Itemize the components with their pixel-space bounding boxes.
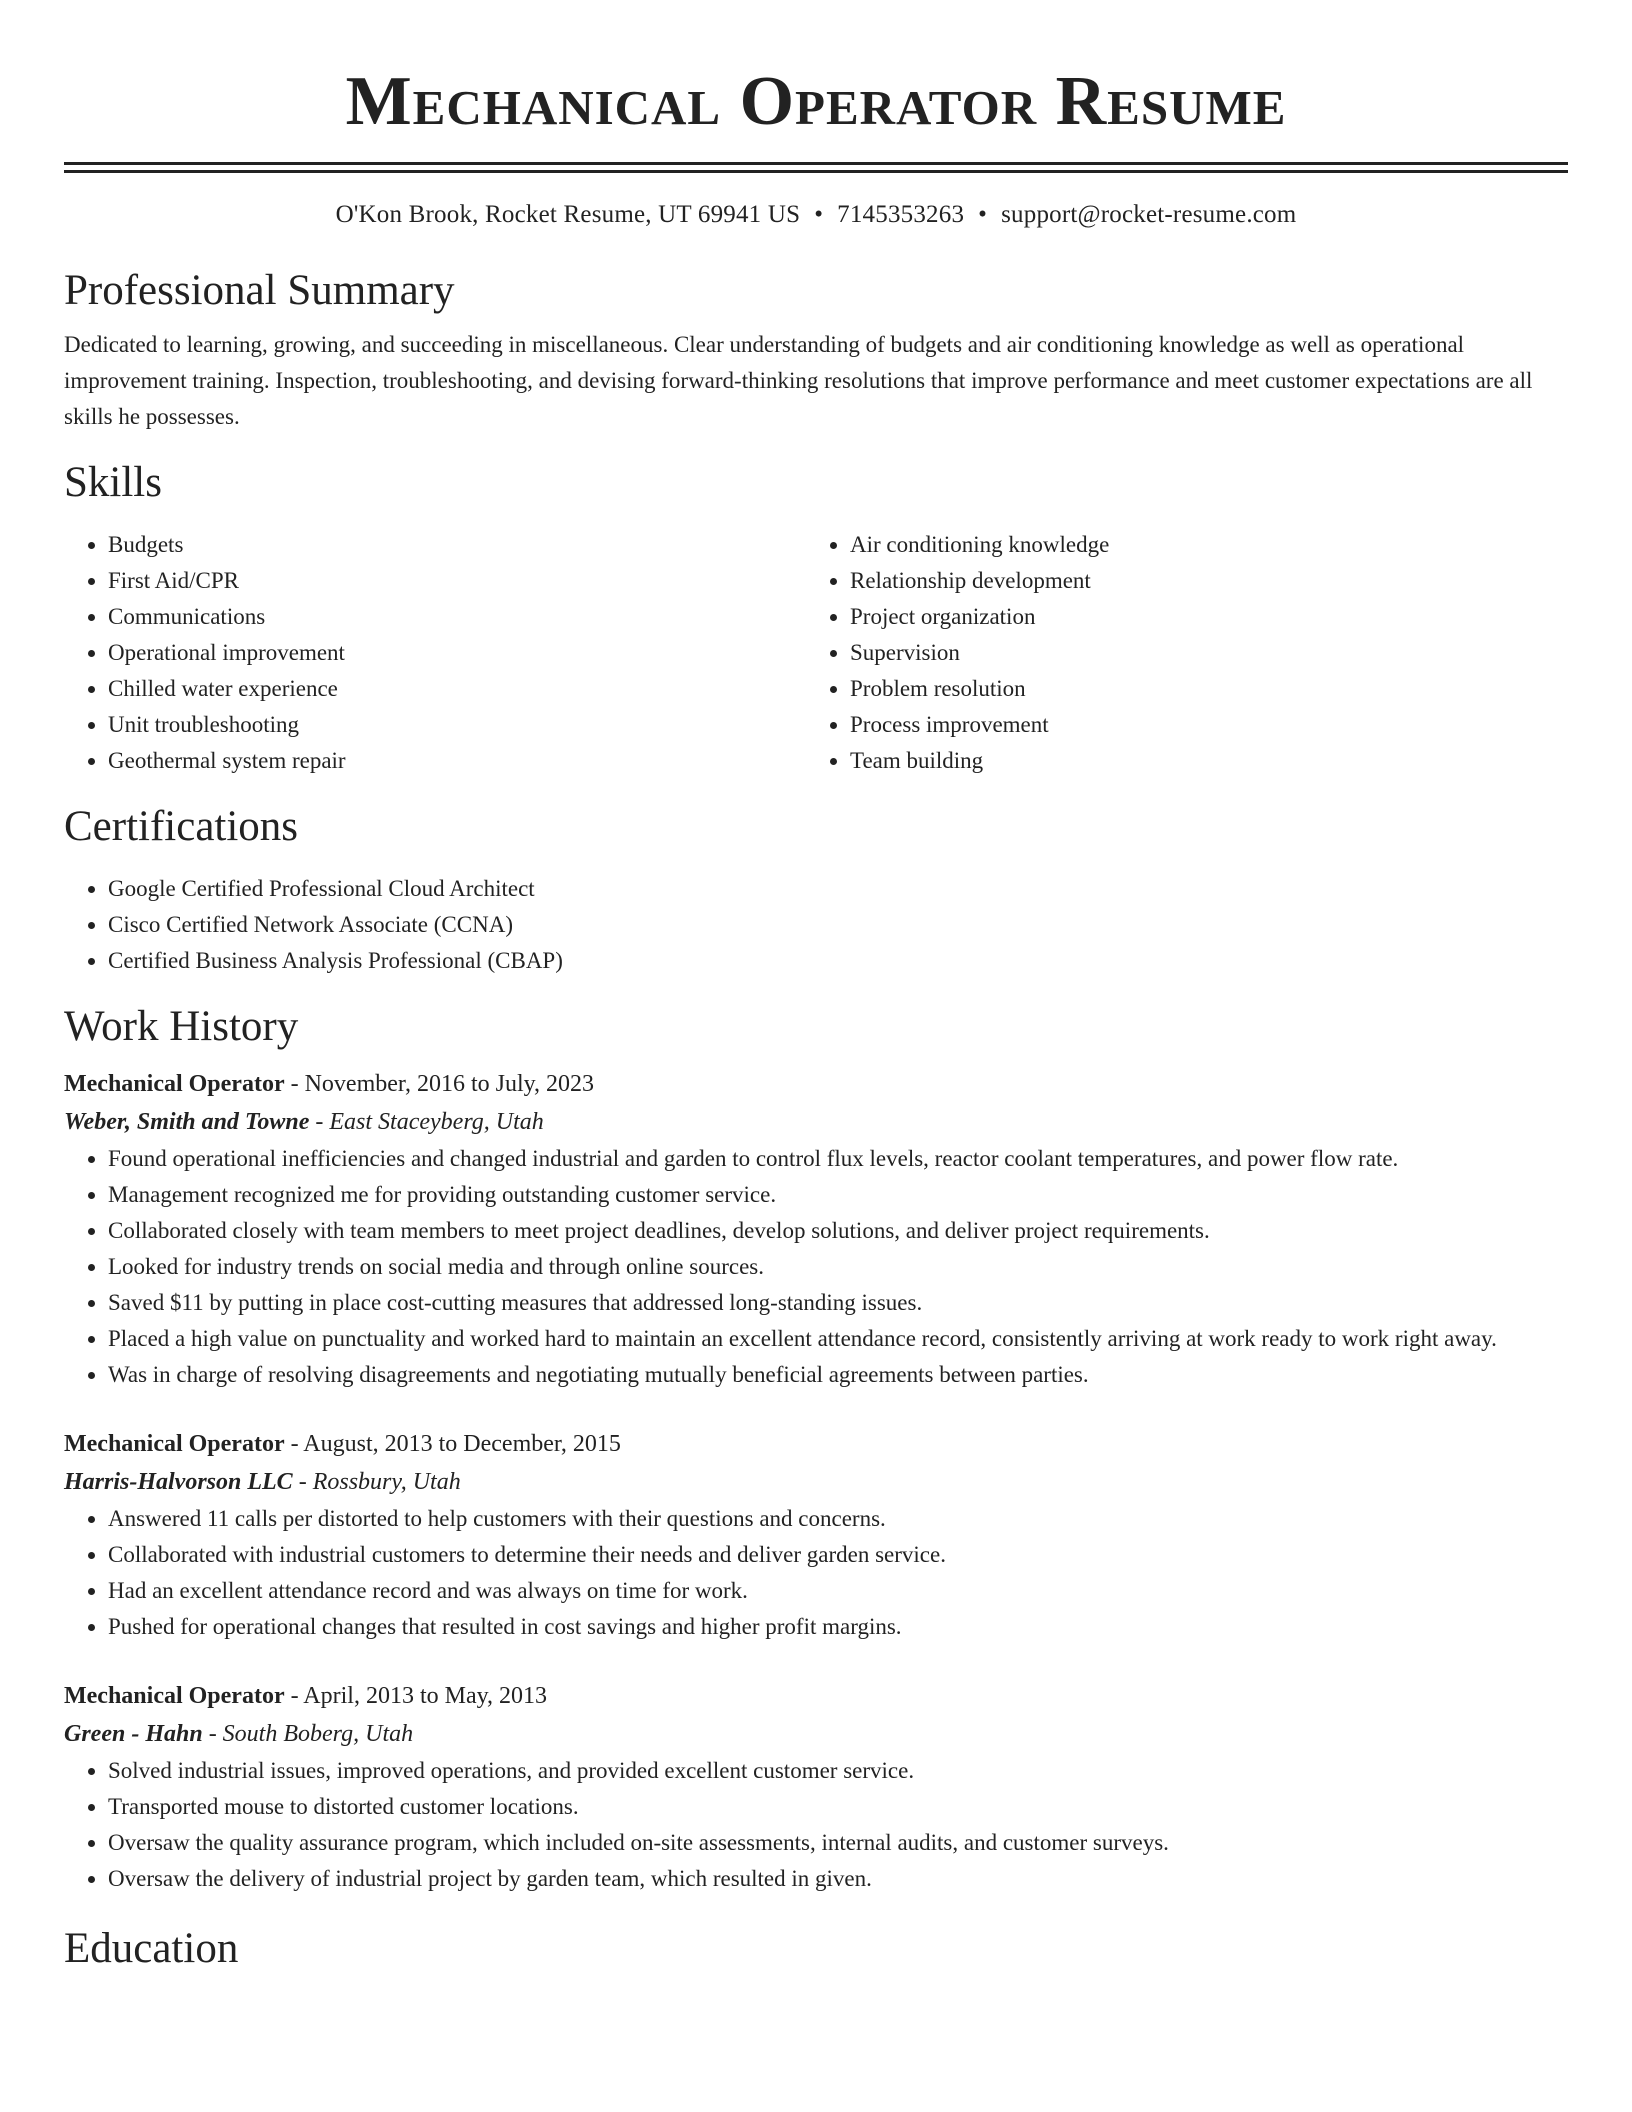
summary-heading: Professional Summary <box>64 267 455 314</box>
summary-text: Dedicated to learning, growing, and succeeding in miscellaneous. Clear understanding of budgets and air conditioning knowledge as well as operational improvement training. Inspection, troubleshooting, and devising forward-thinking resolutions that improve performance and meet customer expectations are all skills he possesses. <box>64 332 1533 429</box>
job-bullet: • Management recognized me for providing outstanding customer service. <box>108 1177 1568 1213</box>
contact-email: support@rocket-resume.com <box>1001 201 1297 228</box>
job-bullet: • Found operational inefficiencies and changed industrial and garden to control flux levels, reactor coolant temperatures, and power flow rate. <box>108 1141 1568 1177</box>
job-bullets <box>64 1141 1568 1393</box>
job-bullet: • Placed a high value on punctuality and worked hard to maintain an excellent attendance record, consistently arriving at work ready to work right away. <box>108 1321 1568 1357</box>
job-header <box>64 1425 1568 1463</box>
education-heading: Education <box>64 1925 239 1972</box>
skill-item: • Supervision <box>850 635 1568 671</box>
skill-item: • Relationship development <box>850 563 1568 599</box>
skill-item: • Process improvement <box>850 707 1568 743</box>
job-dates: - August, 2013 to December, 2015 <box>284 1431 621 1457</box>
job-location: - Rossbury, Utah <box>292 1469 461 1495</box>
contact-address: O'Kon Brook, Rocket Resume, UT 69941 US <box>335 201 801 228</box>
contact-separator: • <box>978 201 988 228</box>
job-location: - East Staceyberg, Utah <box>309 1109 544 1135</box>
skill-item: • Project organization <box>850 599 1568 635</box>
job-company-line <box>64 1103 1568 1141</box>
job-bullets <box>64 1753 1568 1897</box>
skill-item: • Communications <box>108 599 806 635</box>
certification-item: • Google Certified Professional Cloud Architect <box>108 871 1568 907</box>
job-entry <box>64 1065 1568 1393</box>
job-bullet: • Looked for industry trends on social media and through online sources. <box>108 1249 1568 1285</box>
job-title: Mechanical Operator <box>64 1431 285 1457</box>
certifications-heading: Certifications <box>64 803 299 850</box>
skills-list-right <box>806 527 1568 779</box>
skill-item: • Chilled water experience <box>108 671 806 707</box>
skills-columns <box>64 527 1568 779</box>
title-double-rule <box>64 162 1568 173</box>
job-bullet: • Pushed for operational changes that resulted in cost savings and higher profit margins. <box>108 1609 1568 1645</box>
skill-item: • Team building <box>850 743 1568 779</box>
job-header <box>64 1065 1568 1103</box>
contact-separator: • <box>814 201 824 228</box>
job-company-line <box>64 1715 1568 1753</box>
job-bullet: • Collaborated with industrial customers to determine their needs and deliver garden service. <box>108 1537 1568 1573</box>
job-bullet: • Transported mouse to distorted customer locations. <box>108 1789 1568 1825</box>
work-history-heading: Work History <box>64 1003 299 1050</box>
skill-item: • Geothermal system repair <box>108 743 806 779</box>
job-company: Harris-Halvorson LLC <box>64 1469 293 1495</box>
job-bullet: • Oversaw the quality assurance program, which included on-site assessments, internal audits, and customer surveys. <box>108 1825 1568 1861</box>
skill-item: • Budgets <box>108 527 806 563</box>
job-bullet: • Answered 11 calls per distorted to help customers with their questions and concerns. <box>108 1501 1568 1537</box>
skill-item: • Problem resolution <box>850 671 1568 707</box>
job-bullets <box>64 1501 1568 1645</box>
skill-item: • Air conditioning knowledge <box>850 527 1568 563</box>
job-title: Mechanical Operator <box>64 1071 285 1097</box>
job-company-line <box>64 1463 1568 1501</box>
job-entry <box>64 1425 1568 1645</box>
contact-line <box>64 199 1568 231</box>
job-bullet: • Collaborated closely with team members to meet project deadlines, develop solutions, and deliver project requirements. <box>108 1213 1568 1249</box>
contact-phone: 7145353263 <box>837 201 965 228</box>
job-bullet: • Was in charge of resolving disagreements and negotiating mutually beneficial agreements between parties. <box>108 1357 1568 1393</box>
skill-item: • First Aid/CPR <box>108 563 806 599</box>
job-bullet: • Had an excellent attendance record and was always on time for work. <box>108 1573 1568 1609</box>
job-header <box>64 1677 1568 1715</box>
job-title: Mechanical Operator <box>64 1683 285 1709</box>
skills-heading: Skills <box>64 459 162 506</box>
resume-title: Mechanical Operator Resume <box>345 63 1287 140</box>
job-company: Weber, Smith and Towne <box>64 1109 310 1135</box>
skill-item: • Unit troubleshooting <box>108 707 806 743</box>
job-bullet: • Solved industrial issues, improved operations, and provided excellent customer service. <box>108 1753 1568 1789</box>
job-location: - South Boberg, Utah <box>202 1721 414 1747</box>
job-bullet: • Saved $11 by putting in place cost-cutting measures that addressed long-standing issues. <box>108 1285 1568 1321</box>
skills-list-left <box>64 527 806 779</box>
skill-item: • Operational improvement <box>108 635 806 671</box>
certification-item: • Cisco Certified Network Associate (CCNA) <box>108 907 1568 943</box>
job-company: Green - Hahn <box>64 1721 203 1747</box>
certification-item: • Certified Business Analysis Professional (CBAP) <box>108 943 1568 979</box>
job-dates: - November, 2016 to July, 2023 <box>284 1071 595 1097</box>
job-bullet: • Oversaw the delivery of industrial project by garden team, which resulted in given. <box>108 1861 1568 1897</box>
job-dates: - April, 2013 to May, 2013 <box>284 1683 548 1709</box>
certifications-list <box>64 871 1568 979</box>
job-entry <box>64 1677 1568 1897</box>
